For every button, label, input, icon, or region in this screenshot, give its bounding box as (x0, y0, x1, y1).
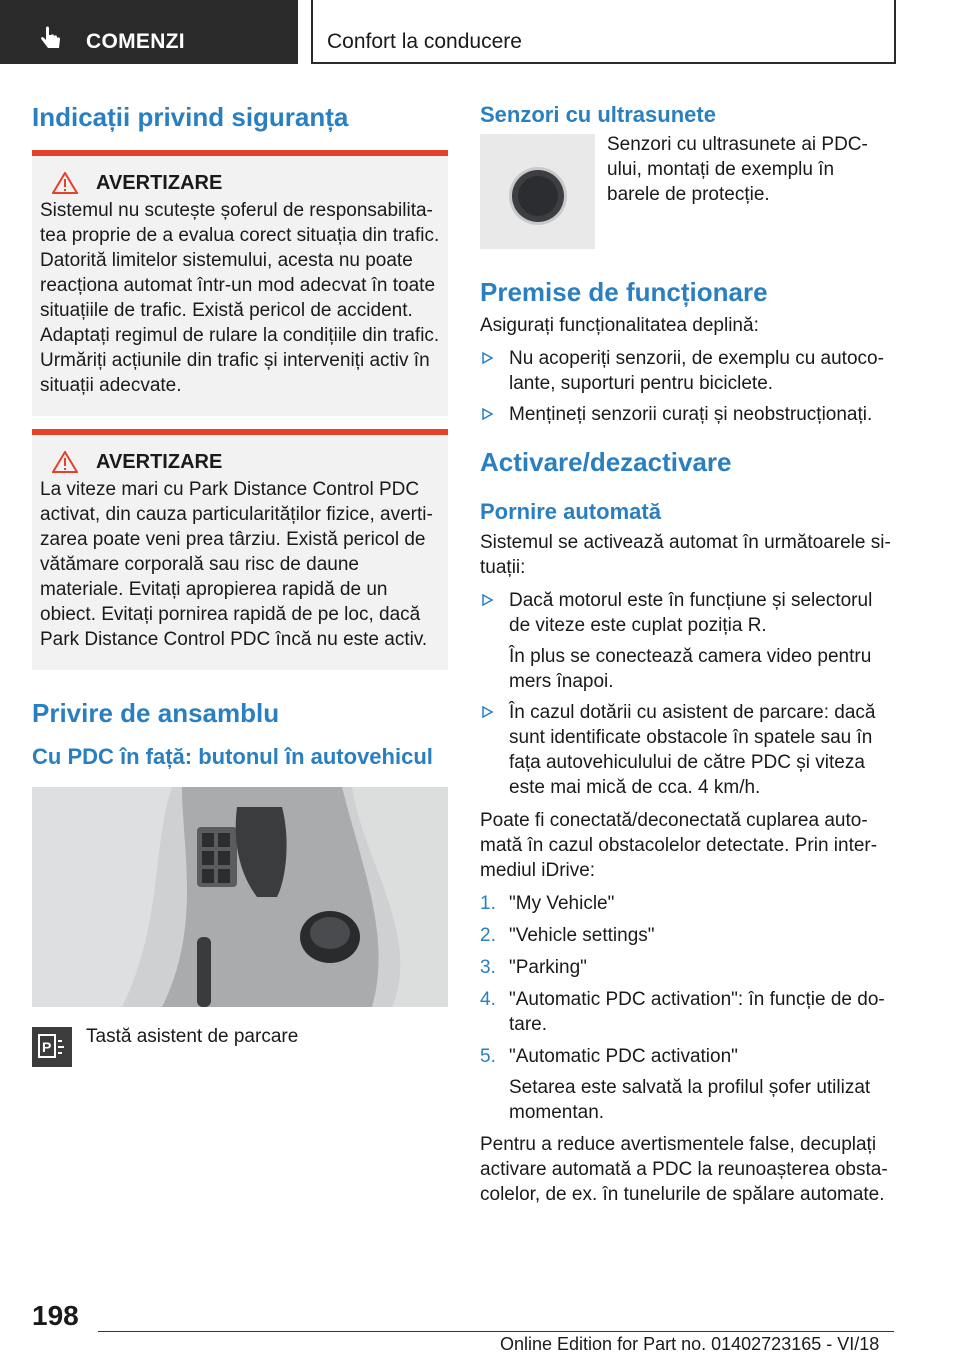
closing-text: Pentru a reduce avertismentele false, decuplați activare automată a PDC la reunoașterea obstacolelor, de ex. în tunelurile de spălare automate. (480, 1134, 888, 1205)
step-item: 2. "Vehicle settings" (480, 925, 655, 946)
idrive-steps (480, 891, 892, 1125)
warning-text-1: Sistemul nu scutește șoferul de responsabilitatea proprie de a evalua corect situația din trafic. Datorită limitelor sistemului, acesta nu poate reacționa automat într-un mod adecvat în toate situațiile de trafic. Există pericol de accident. Adaptați regimul de rulare la condițiile din trafic. Urmăriți acțiunile din trafic și interveniți activ în situații adecvate. (40, 200, 440, 396)
warning-title-text: AVERTIZARE (96, 451, 223, 473)
step-item: 1. "My Vehicle" (480, 893, 615, 914)
step-item: 4. "Automatic PDC activation": în funcție de dotare. (480, 989, 885, 1035)
hand-pointer-icon (38, 26, 64, 52)
button-caption-row (32, 1027, 448, 1067)
premise-title: Premise de funcționare (480, 277, 768, 307)
premise-list (480, 346, 892, 427)
console-photo (32, 787, 448, 1007)
warning-text-2: La viteze mari cu Park Distance Control PDC activat, din cauza particularităților fizice, avertizarea poate veni prea târziu. Există pericol de vătămare corporală sau risc de daune materiale. Evitați apropierea rapidă de un obiect. Evitați pornirea rapidă de pe loc, dacă Park Distance Control PDC încă nu este activ. (40, 479, 433, 650)
triangle-bullet-icon (480, 593, 494, 607)
sensors-row (480, 134, 892, 249)
triangle-bullet-icon (480, 705, 494, 719)
footer-divider (98, 1331, 894, 1332)
page-number: 198 (32, 1300, 79, 1331)
warning-box-2 (32, 429, 448, 670)
warning-title (40, 170, 440, 196)
warning-box-1 (32, 150, 448, 416)
auto-start-title: Pornire automată (480, 499, 661, 524)
list-item: Nu acoperiți senzorii, de exemplu cu autocolante, suporturi pentru biciclete. (480, 346, 892, 396)
activation-title: Activare/dezactivare (480, 447, 732, 477)
triangle-bullet-icon (480, 407, 494, 421)
list-item: În cazul dotării cu asistent de parcare: dacă sunt identificate obstacole în spatele sau în fața autovehiculului de către PDC și viteza este mai mică de cca. 4 km/h. (480, 700, 892, 800)
coupling-text: Poate fi conectată/deconectată cuplarea automată în cazul obstacolelor detectate. Prin intermediul iDrive: (480, 810, 878, 881)
safety-title: Indicații privind siguranța (32, 102, 349, 132)
sensors-title: Senzori cu ultrasunete (480, 102, 716, 127)
premise-intro: Asigurați funcționalitatea deplină: (480, 315, 759, 336)
auto-intro: Sistemul se activează automat în următoarele situații: (480, 532, 891, 578)
console-illustration (32, 787, 448, 1007)
warning-triangle-icon (52, 172, 78, 194)
step-item: 3. "Parking" (480, 957, 587, 978)
warning-title (40, 449, 440, 475)
triangle-bullet-icon (480, 351, 494, 365)
header-section (311, 0, 896, 64)
step-item: 5. "Automatic PDC activation" Setarea este salvată la profilul șofer utilizat momentan. (480, 1046, 871, 1123)
right-column (480, 100, 892, 1207)
auto-list (480, 588, 892, 800)
header-section-label: Confort la conducere (327, 30, 522, 53)
list-item: Dacă motorul este în funcțiune și selectorul de viteze este cuplat poziția R. În plus se conectează camera video pentru mers înapoi. (480, 588, 892, 694)
button-caption: Tastă asistent de parcare (86, 1026, 299, 1047)
left-column (32, 100, 448, 1067)
sensors-text: Senzori cu ultrasunete ai PDC-ului, montați de exemplu în barele de protecție. (607, 134, 868, 205)
header-tab-label: COMENZI (86, 30, 185, 53)
warning-triangle-icon (52, 451, 78, 473)
warning-title-text: AVERTIZARE (96, 172, 223, 194)
overview-title: Privire de ansamblu (32, 698, 280, 728)
parking-assist-icon[interactable] (32, 1027, 72, 1067)
header-tab[interactable] (0, 0, 298, 64)
ultrasonic-sensor-image (480, 134, 595, 249)
overview-subtitle: Cu PDC în față: butonul în autovehicul (32, 744, 433, 769)
list-item: Mențineți senzorii curați și neobstrucționați. (480, 402, 892, 427)
svg-text:P: P (42, 1039, 52, 1055)
edition-label: Online Edition for Part no. 01402723165 - VI/18 (500, 1334, 880, 1354)
